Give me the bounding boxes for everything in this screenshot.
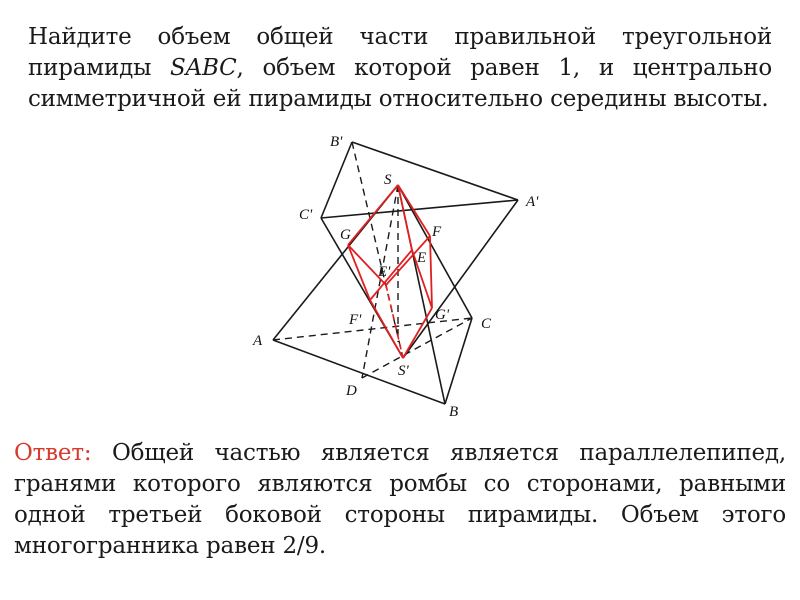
label-G1: G' [435,307,450,323]
label-A: A [253,333,263,349]
problem-text-2: , объем которой равен 1, и центрально симметричной ей пирамиды относительно середины высоты. [28,55,772,112]
label-G: G [340,227,351,243]
label-B1: B' [330,134,343,150]
label-S1: S' [398,363,409,379]
label-B: B [449,404,459,420]
red-G1S1 [403,308,432,358]
label-C: C [481,316,492,332]
pyramid-name: SABC [170,55,237,81]
label-S: S [384,172,392,188]
label-C1: C' [299,207,313,223]
label-D: D [346,383,357,399]
answer-lead: Ответ: [14,440,92,466]
label-E: E [417,250,427,266]
edge-B1C1 [321,142,352,218]
label-F: F [432,224,442,240]
label-F1: F' [349,312,362,328]
answer-text: Общей частью является является параллелепипед, гранями которого являются ромбы со сторонами, равными одной третьей боковой стороны пирамиды. Объем этого многогранника равен 2/9. [14,440,786,559]
edge-C1A1 [321,200,518,218]
problem-text-1: Найдите объем общей части правильной треугольной пирамиды [28,24,772,81]
edge-AB [273,340,445,404]
edge-B1A1 [352,142,518,200]
label-E1: E' [378,264,391,280]
dashed-edges [273,142,472,378]
label-A1: A' [526,194,539,210]
answer-block [14,438,786,562]
solid-edges [273,142,518,404]
red-GF1 [348,245,370,300]
